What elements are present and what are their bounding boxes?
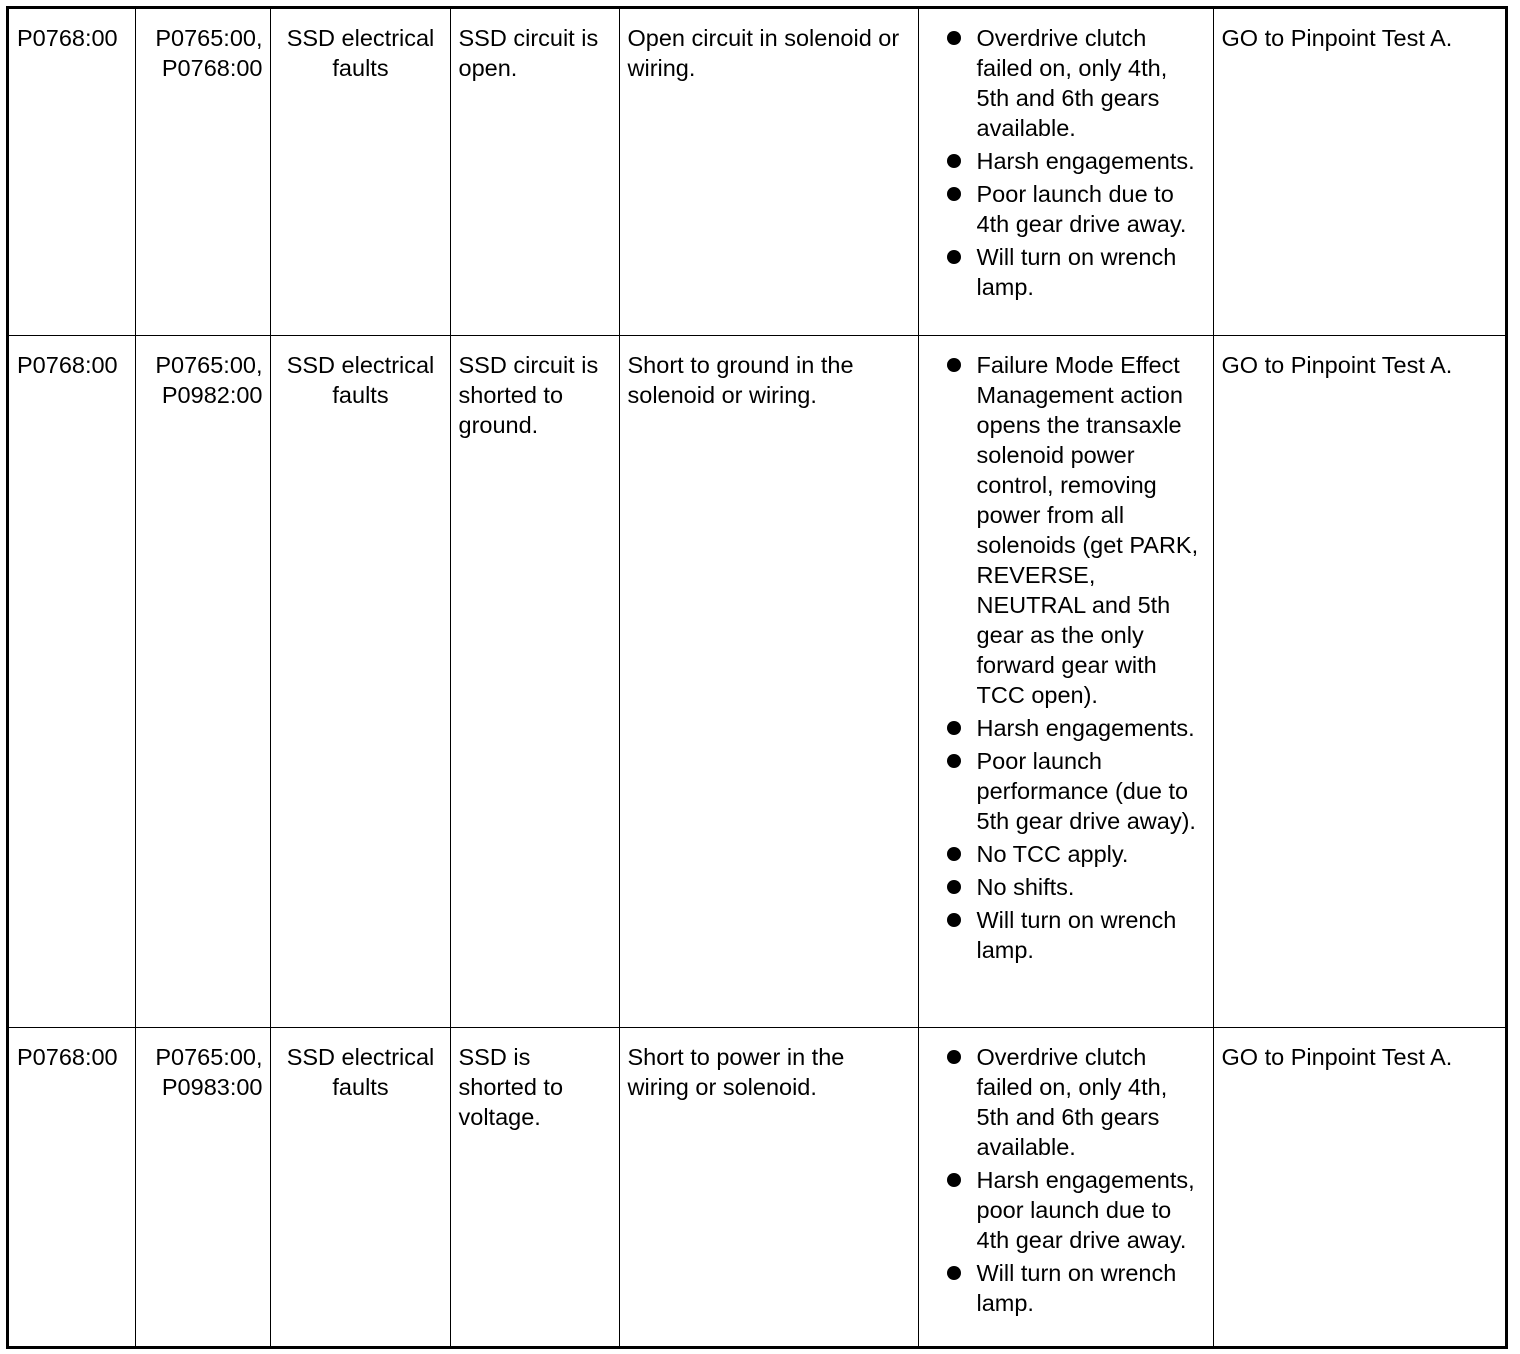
description-line: faults [332, 1073, 389, 1100]
description-line: SSD electrical [286, 25, 435, 51]
bullet-icon [947, 754, 961, 768]
bullet-icon [947, 31, 961, 45]
description-cell [270, 335, 450, 1027]
table-frame [6, 6, 1508, 1349]
symptom-text: Poor launch due to 4th gear drive away. [976, 181, 1187, 237]
symptom-text: No shifts. [976, 873, 1075, 900]
related-codes-cell [135, 335, 270, 1027]
symptom-text: Poor launch performance (due to 5th gear drive away). [976, 747, 1196, 834]
related-code: P0982:00 [161, 381, 263, 408]
bullet-icon [947, 721, 961, 735]
symptom-list [927, 350, 1206, 965]
related-code: P0983:00 [161, 1073, 263, 1100]
bullet-icon [947, 847, 961, 861]
symptom-text: Will turn on wrench lamp. [976, 906, 1177, 963]
symptom-text: Harsh engagements. [976, 148, 1195, 174]
related-code: P0765:00, [155, 351, 263, 378]
bullet-icon [947, 250, 961, 264]
symptoms-cell [918, 9, 1213, 335]
condition-cell [450, 335, 619, 1027]
cause-cell [619, 9, 918, 335]
bullet-icon [947, 358, 961, 372]
bullet-icon [947, 913, 961, 927]
list-item [927, 179, 1206, 239]
list-item [927, 872, 1206, 902]
condition-text: SSD circuit is shorted to ground. [458, 351, 599, 438]
condition-text: SSD is shorted to voltage. [458, 1043, 564, 1130]
symptom-text: Harsh engagements, poor launch due to 4th gear drive away. [976, 1166, 1195, 1253]
dtc-code: P0768:00 [17, 25, 118, 51]
symptom-text: Overdrive clutch failed on, only 4th, 5th and 6th gears available. [976, 1043, 1168, 1160]
dtc-table [9, 9, 1505, 1346]
description-cell [270, 1027, 450, 1346]
description-line: SSD electrical [286, 1043, 435, 1070]
symptom-text: Will turn on wrench lamp. [976, 244, 1177, 300]
action-cell [1213, 1027, 1505, 1346]
symptom-list [927, 1042, 1206, 1318]
related-code: P0765:00, [155, 25, 263, 51]
list-item [927, 242, 1206, 302]
list-item [927, 350, 1206, 710]
list-item [927, 1042, 1206, 1162]
list-item [927, 146, 1206, 176]
bullet-icon [947, 1266, 961, 1280]
dtc-code: P0768:00 [17, 1043, 118, 1070]
cause-text: Short to ground in the solenoid or wiring. [627, 351, 854, 408]
bullet-icon [947, 880, 961, 894]
condition-cell [450, 1027, 619, 1346]
list-item [927, 1165, 1206, 1255]
bullet-icon [947, 1173, 961, 1187]
action-text: GO to Pinpoint Test A. [1221, 1043, 1453, 1070]
action-text: GO to Pinpoint Test A. [1221, 25, 1453, 51]
list-item [927, 713, 1206, 743]
condition-cell [450, 9, 619, 335]
symptom-text: Harsh engagements. [976, 714, 1195, 741]
related-code: P0768:00 [161, 55, 263, 81]
action-text: GO to Pinpoint Test A. [1221, 351, 1453, 378]
bullet-icon [947, 187, 961, 201]
description-line: faults [332, 55, 389, 81]
condition-text: SSD circuit is open. [458, 25, 599, 81]
symptom-text: Will turn on wrench lamp. [976, 1259, 1177, 1316]
action-cell [1213, 9, 1505, 335]
related-codes-cell [135, 9, 270, 335]
description-line: faults [332, 381, 389, 408]
list-item [927, 23, 1206, 143]
symptom-text: Failure Mode Effect Management action opens the transaxle solenoid power control, removing power from all solenoids (get PARK, REVERSE, NEUTRAL and 5th gear as the only forward gear with TCC open). [976, 351, 1199, 708]
list-item [927, 1258, 1206, 1318]
table-row [9, 1027, 1505, 1346]
dtc-code: P0768:00 [17, 351, 118, 378]
dtc-code-cell [9, 335, 135, 1027]
cause-text: Open circuit in solenoid or wiring. [627, 25, 900, 81]
action-cell [1213, 335, 1505, 1027]
symptoms-cell [918, 335, 1213, 1027]
related-code: P0765:00, [155, 1043, 263, 1070]
symptom-text: No TCC apply. [976, 840, 1129, 867]
symptoms-cell [918, 1027, 1213, 1346]
symptom-text: Overdrive clutch failed on, only 4th, 5th and 6th gears available. [976, 25, 1168, 141]
related-codes-cell [135, 1027, 270, 1346]
description-cell [270, 9, 450, 335]
dtc-code-cell [9, 9, 135, 335]
table-row [9, 9, 1505, 335]
symptom-list [927, 23, 1206, 302]
dtc-code-cell [9, 1027, 135, 1346]
list-item [927, 905, 1206, 965]
bullet-icon [947, 1050, 961, 1064]
list-item [927, 746, 1206, 836]
list-item [927, 839, 1206, 869]
cause-text: Short to power in the wiring or solenoid. [627, 1043, 845, 1100]
table-row [9, 335, 1505, 1027]
cause-cell [619, 1027, 918, 1346]
description-line: SSD electrical [286, 351, 435, 378]
cause-cell [619, 335, 918, 1027]
bullet-icon [947, 154, 961, 168]
